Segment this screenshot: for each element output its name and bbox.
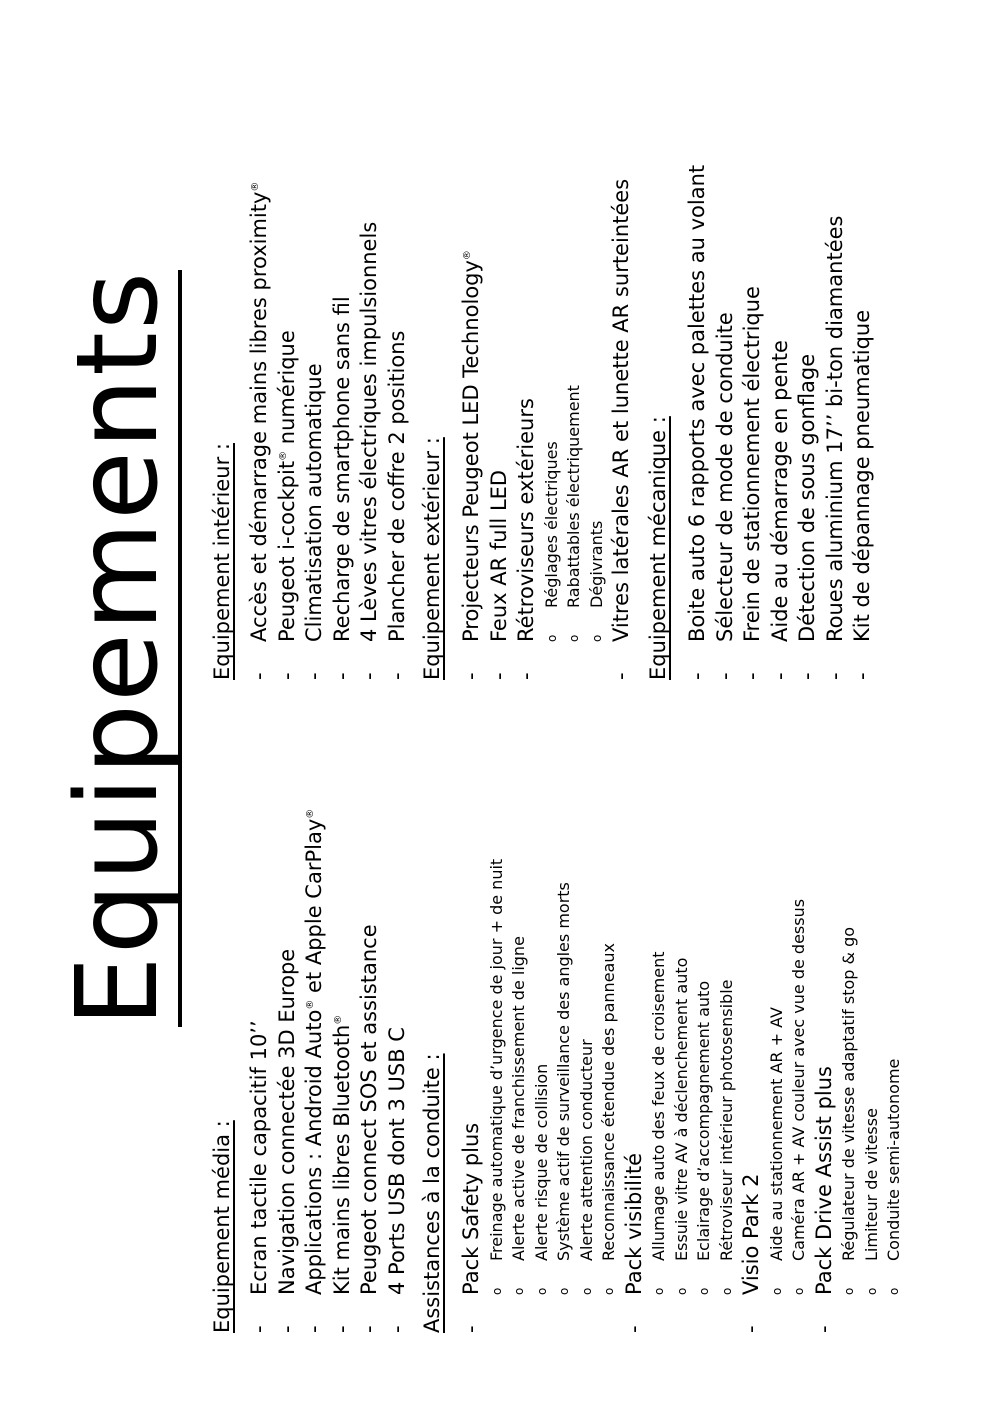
- list-item: - Sélecteur de mode de conduite: [712, 312, 737, 680]
- sub-list-item: o Régulateur de vitesse adaptatif stop & go: [839, 926, 858, 1295]
- exterior-heading: Equipement extérieur :: [420, 437, 444, 680]
- list-item: - Pack visibilité: [621, 1153, 646, 1333]
- list-item: - Peugeot i-cockpit® numérique: [274, 330, 299, 680]
- sub-list-item: o Allumage auto des feux de croisement: [649, 951, 668, 1295]
- list-item: - Visio Park 2: [739, 1173, 763, 1333]
- sub-list-item: o Système actif de surveillance des angles morts: [554, 882, 573, 1295]
- sub-list-item: o Rétroviseur intérieur photosensible: [716, 979, 736, 1295]
- mechanical-list: [684, 165, 877, 680]
- list-item: - Kit mains libres Bluetooth®: [329, 1014, 354, 1333]
- driving-list: [458, 859, 906, 1333]
- list-item: - Vitres latérales AR et lunette AR surteintées: [609, 178, 633, 680]
- list-item: - Applications : Android Auto® et Apple CarPlay®: [302, 808, 326, 1333]
- list-item: - Climatisation automatique: [302, 363, 326, 680]
- list-item: - Détection de sous gonflage: [795, 353, 819, 680]
- sub-list-item: o Dégivrants: [586, 520, 606, 642]
- sub-list-item: o Eclairage d’accompagnement auto: [694, 980, 713, 1295]
- mechanical-section: [644, 165, 877, 680]
- mechanical-heading: Equipement mécanique :: [646, 416, 670, 680]
- media-heading: Equipement média :: [210, 1120, 234, 1333]
- sub-list-item: o Alerte active de franchissement de ligne: [509, 936, 528, 1295]
- sub-list-item: o Essuie vitre AV à déclenchement auto: [671, 957, 691, 1295]
- sub-list-item: o Reconnaissance étendue des panneaux: [599, 943, 618, 1295]
- interior-heading: Equipement intérieur :: [210, 443, 234, 680]
- list-item: - 4 Ports USB dont 3 USB C: [384, 1027, 409, 1333]
- list-item: - Pack Safety plus: [459, 1122, 483, 1333]
- interior-section: [208, 182, 411, 680]
- exterior-list: [458, 179, 636, 680]
- driving-heading: Assistances à la conduite :: [420, 1053, 444, 1333]
- interior-list: [246, 182, 411, 680]
- list-item: - Accès et démarrage mains libres proximity®: [247, 181, 271, 680]
- list-item: - Aide au démarrage en pente: [767, 340, 792, 680]
- list-item: - Plancher de coffre 2 positions: [384, 330, 409, 680]
- sub-list-item: o Alerte risque de collision: [531, 1063, 551, 1295]
- list-item: - Feux AR full LED: [486, 469, 511, 680]
- sub-list-item: o Aide au stationnement AR + AV: [766, 1007, 786, 1295]
- media-section: [208, 809, 411, 1333]
- sub-list-item: o Réglages électriques: [541, 441, 561, 642]
- list-item: - Kit de dépannage pneumatique: [850, 309, 874, 680]
- list-item: - Roues aluminium 17’’ bi-ton diamantées: [822, 215, 847, 680]
- list-item: - Navigation connectée 3D Europe: [274, 948, 299, 1333]
- driving-section: [418, 859, 906, 1333]
- sub-list-item: o Rabattables électriquement: [564, 385, 583, 642]
- list-item: - Projecteurs Peugeot LED Technology®: [459, 250, 483, 680]
- list-item: - Boite auto 6 rapports avec palettes au volant: [685, 164, 709, 680]
- list-item: - Rétroviseurs extérieurs: [514, 398, 538, 680]
- list-item: - Ecran tactile capacitif 10’’: [247, 1020, 271, 1333]
- list-item: - 4 Lèves vitres électriques impulsionnels: [357, 221, 381, 680]
- media-list: [246, 809, 411, 1333]
- list-item: - Pack Drive Assist plus: [811, 1066, 836, 1333]
- list-item: - Peugeot connect SOS et assistance: [357, 924, 381, 1333]
- list-item: - Recharge de smartphone sans fil: [329, 296, 354, 680]
- list-item: - Frein de stationnement électrique: [740, 286, 764, 680]
- sub-list-item: o Caméra AR + AV couleur avec vue de dessus: [789, 898, 808, 1295]
- page-title: Equipements: [53, 269, 183, 1027]
- sub-list-item: o Conduite semi-autonome: [884, 1058, 903, 1295]
- sub-list-item: o Limiteur de vitesse: [861, 1108, 881, 1295]
- sub-list-item: o Alerte attention conducteur: [576, 1039, 596, 1295]
- exterior-section: [418, 179, 636, 680]
- sub-list-item: o Freinage automatique d’urgence de jour + de nuit: [486, 858, 506, 1295]
